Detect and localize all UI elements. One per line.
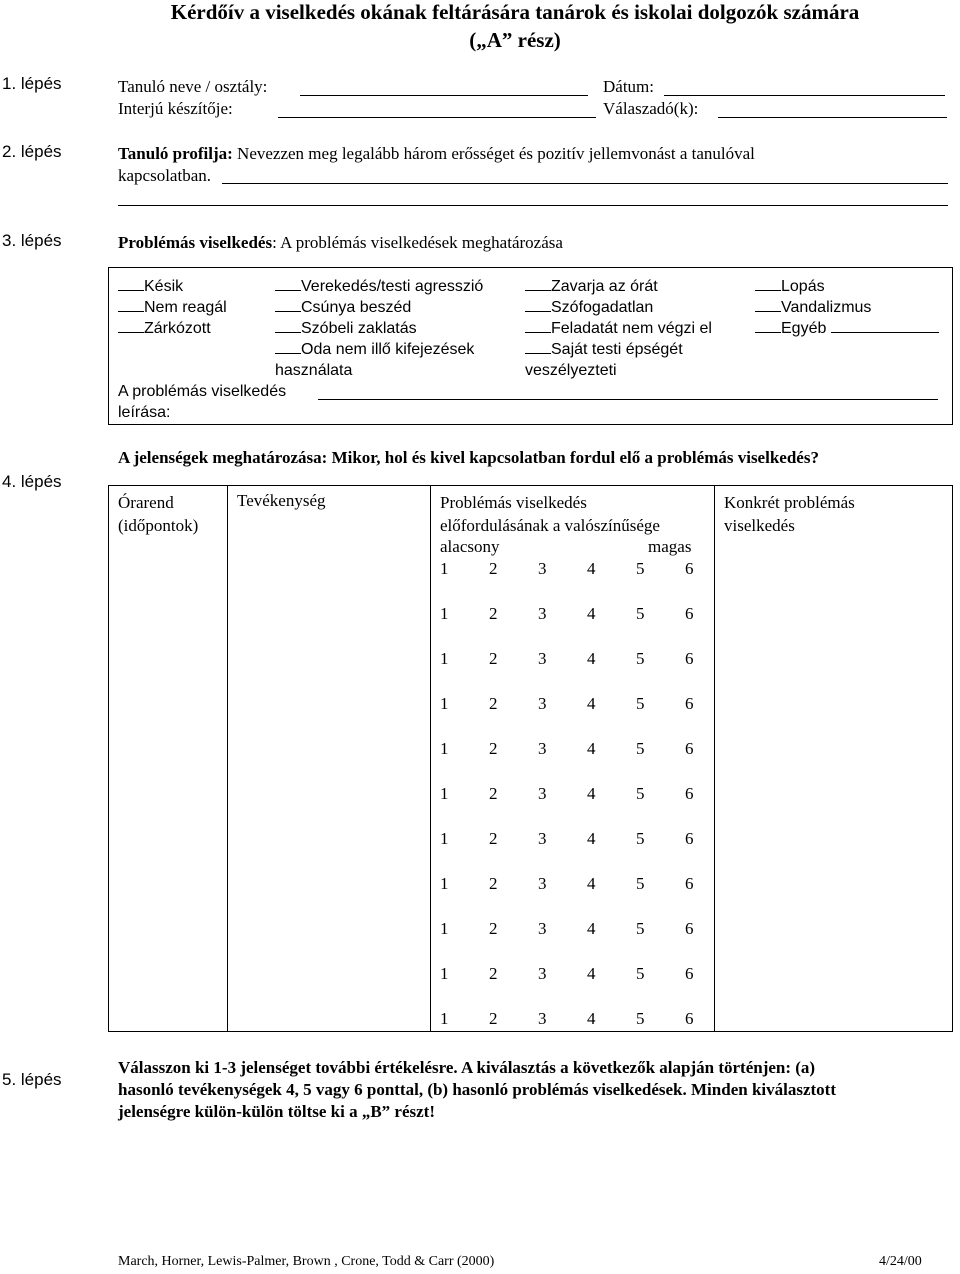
rating-option[interactable]: 5 [636,784,645,803]
behavior-option[interactable]: Szófogadatlan [525,297,712,318]
rating-option[interactable]: 6 [685,649,694,668]
rating-option[interactable]: 6 [685,964,694,983]
rating-scale-row [440,874,734,894]
checkbox-blank[interactable] [755,318,781,333]
rating-option[interactable]: 1 [440,1009,449,1028]
behavior-description-field[interactable] [318,399,938,400]
schedule-header: Órarend (időpontok) [118,493,199,535]
rating-option[interactable]: 2 [489,784,498,803]
rating-option[interactable]: 1 [440,784,449,803]
rating-option[interactable]: 3 [538,1009,547,1028]
behavior-description-label: A problémás viselkedés leírása: [118,383,287,421]
rating-option[interactable]: 1 [440,649,449,668]
rating-option[interactable]: 3 [538,739,547,758]
checkbox-blank[interactable] [525,276,551,291]
problem-behavior-heading [118,233,563,253]
low-label: alacsony [440,537,500,556]
rating-option[interactable]: 4 [587,559,596,578]
profile-answer-line-1[interactable] [222,183,948,184]
rating-option[interactable]: 2 [489,919,498,938]
rating-option[interactable]: 3 [538,964,547,983]
rating-option[interactable]: 5 [636,1009,645,1028]
specific-behavior-header: Konkrét problémás viselkedés [724,493,855,535]
behavior-option[interactable]: Lopás [755,276,939,297]
rating-option[interactable]: 6 [685,1009,694,1028]
student-profile-text [118,144,948,164]
behavior-column-4 [755,276,939,339]
checkbox-blank[interactable] [275,297,301,312]
footer-date: 4/24/00 [879,1254,922,1269]
rating-scale-row [440,784,734,804]
rating-option[interactable]: 5 [636,649,645,668]
table-divider-1 [227,486,228,1031]
student-name-field[interactable] [300,95,588,96]
rating-option[interactable]: 1 [440,919,449,938]
behavior-option[interactable]: Csúnya beszéd [275,297,483,318]
behavior-option-continued: veszélyezteti [525,362,617,379]
problem-behavior-subtitle: : A problémás viselkedések meghatározása [272,233,563,252]
interviewer-field[interactable] [278,117,596,118]
rating-option[interactable]: 1 [440,829,449,848]
behavior-option[interactable]: Verekedés/testi agresszió [275,276,483,297]
step-3-label: 3. lépés [2,231,62,250]
rating-option[interactable]: 6 [685,694,694,713]
rating-option[interactable]: 2 [489,829,498,848]
rating-scale-row [440,649,734,669]
rating-option[interactable]: 2 [489,694,498,713]
behavior-option[interactable]: Késik [118,276,227,297]
checkbox-blank[interactable] [118,297,144,312]
rating-option[interactable]: 1 [440,694,449,713]
selection-instructions [118,1057,950,1123]
step-5-label: 5. lépés [2,1070,62,1089]
rating-option[interactable]: 2 [489,604,498,623]
rating-option[interactable]: 3 [538,559,547,578]
rating-option[interactable]: 2 [489,739,498,758]
other-behavior-field[interactable] [831,318,939,333]
rating-scale-row [440,604,734,624]
rating-scale-row [440,1009,734,1029]
activity-header: Tevékenység [237,491,326,510]
rating-option[interactable]: 5 [636,739,645,758]
checkbox-blank[interactable] [275,276,301,291]
behavior-option[interactable]: Zavarja az órát [525,276,712,297]
rating-option[interactable]: 6 [685,784,694,803]
rating-option[interactable]: 5 [636,559,645,578]
problem-behavior-title: Problémás viselkedés [118,233,273,252]
rating-option[interactable]: 2 [489,649,498,668]
interviewer-label: Interjú készítője: [118,99,233,118]
behavior-column-1 [118,276,227,339]
behavior-option[interactable]: Szóbeli zaklatás [275,318,483,339]
document-title [100,0,930,53]
rating-option[interactable]: 6 [685,829,694,848]
checkbox-blank[interactable] [118,276,144,291]
rating-option[interactable]: 2 [489,1009,498,1028]
rating-option[interactable]: 2 [489,559,498,578]
behavior-option[interactable]: Oda nem illő kifejezések [275,339,483,360]
student-profile-instruction: Nevezzen meg legalább három erősséget és pozitív jellemvonást a tanulóval [232,144,755,163]
behavior-option[interactable]: Vandalizmus [755,297,939,318]
rating-scale-row [440,694,734,714]
rating-option[interactable]: 3 [538,784,547,803]
step-1-label: 1. lépés [2,74,62,93]
rating-option[interactable]: 3 [538,829,547,848]
behavior-option[interactable]: Zárkózott [118,318,227,339]
checkbox-blank[interactable] [755,297,781,312]
likelihood-header: Problémás viselkedés előfordulásának a valószínűsége [440,493,660,535]
rating-option[interactable]: 4 [587,874,596,893]
rating-option[interactable]: 6 [685,604,694,623]
title-line-2: („A” rész) [469,28,561,52]
rating-scale-row [440,919,734,939]
step-4-label: 4. lépés [2,472,62,491]
behavior-option[interactable]: Nem reagál [118,297,227,318]
checkbox-blank[interactable] [525,318,551,333]
rating-option[interactable]: 6 [685,919,694,938]
instructions-line-2: hasonló tevékenységek 4, 5 vagy 6 ponttal, (b) hasonló problémás viselkedések. Minden kiválasztott [118,1080,836,1099]
high-label: magas [648,537,692,556]
rating-option[interactable]: 5 [636,919,645,938]
rating-scale-row [440,559,734,579]
checkbox-blank[interactable] [755,276,781,291]
behavior-option-continued: használata [275,362,353,379]
behavior-column-3 [525,276,712,381]
rating-option[interactable]: 5 [636,604,645,623]
rating-option[interactable]: 1 [440,739,449,758]
date-field[interactable] [664,95,945,96]
rating-option[interactable]: 3 [538,919,547,938]
events-heading: A jelenségek meghatározása: Mikor, hol és kivel kapcsolatban fordul elő a problémás viselkedés? [118,448,819,467]
rating-option[interactable]: 4 [587,919,596,938]
rating-option[interactable]: 2 [489,964,498,983]
rating-scale-row [440,964,734,984]
rating-option[interactable]: 4 [587,739,596,758]
step-2-label: 2. lépés [2,142,62,161]
checkbox-blank[interactable] [525,339,551,354]
rating-option[interactable]: 6 [685,739,694,758]
date-label: Dátum: [603,77,654,96]
checkbox-blank[interactable] [275,318,301,333]
rating-option[interactable]: 5 [636,874,645,893]
rating-scale-row [440,829,734,849]
checkbox-blank[interactable] [118,318,144,333]
rating-option[interactable]: 2 [489,874,498,893]
respondent-field[interactable] [718,117,947,118]
rating-option[interactable]: 1 [440,604,449,623]
rating-option[interactable]: 4 [587,649,596,668]
student-profile-text-2: kapcsolatban. [118,166,211,185]
behavior-option[interactable]: Feladatát nem végzi el [525,318,712,339]
respondent-label: Válaszadó(k): [603,99,699,118]
rating-option[interactable]: 1 [440,874,449,893]
rating-option[interactable]: 4 [587,784,596,803]
footer-citation: March, Horner, Lewis-Palmer, Brown , Crone, Todd & Carr (2000) [118,1254,495,1269]
rating-option[interactable]: 1 [440,964,449,983]
student-profile-heading: Tanuló profilja: [118,144,233,163]
rating-option[interactable]: 6 [685,874,694,893]
instructions-line-1: Válasszon ki 1-3 jelenséget további értékelésre. A kiválasztás a következők alapján történjen: (a) [118,1058,816,1077]
rating-option[interactable]: 4 [587,694,596,713]
rating-option[interactable]: 3 [538,604,547,623]
profile-answer-line-2[interactable] [118,205,948,206]
rating-option[interactable]: 1 [440,559,449,578]
student-name-label: Tanuló neve / osztály: [118,77,268,96]
rating-option[interactable]: 5 [636,964,645,983]
checkbox-blank[interactable] [275,339,301,354]
table-divider-2 [430,486,431,1031]
rating-option[interactable]: 4 [587,829,596,848]
behavior-column-2 [275,276,483,381]
rating-option[interactable]: 6 [685,559,694,578]
checkbox-blank[interactable] [525,297,551,312]
rating-option[interactable]: 3 [538,649,547,668]
rating-option[interactable]: 5 [636,829,645,848]
rating-option[interactable]: 3 [538,874,547,893]
rating-option[interactable]: 4 [587,604,596,623]
instructions-line-3: jelenségre külön-külön töltse ki a „B” részt! [118,1102,436,1121]
rating-option[interactable]: 4 [587,1009,596,1028]
behavior-option[interactable]: Egyéb [755,318,939,339]
title-line-1: Kérdőív a viselkedés okának feltárására tanárok és iskolai dolgozók számára [170,0,860,24]
rating-option[interactable]: 3 [538,694,547,713]
rating-option[interactable]: 5 [636,694,645,713]
rating-option[interactable]: 4 [587,964,596,983]
behavior-option[interactable]: Saját testi épségét [525,339,712,360]
rating-scale-row [440,739,734,759]
